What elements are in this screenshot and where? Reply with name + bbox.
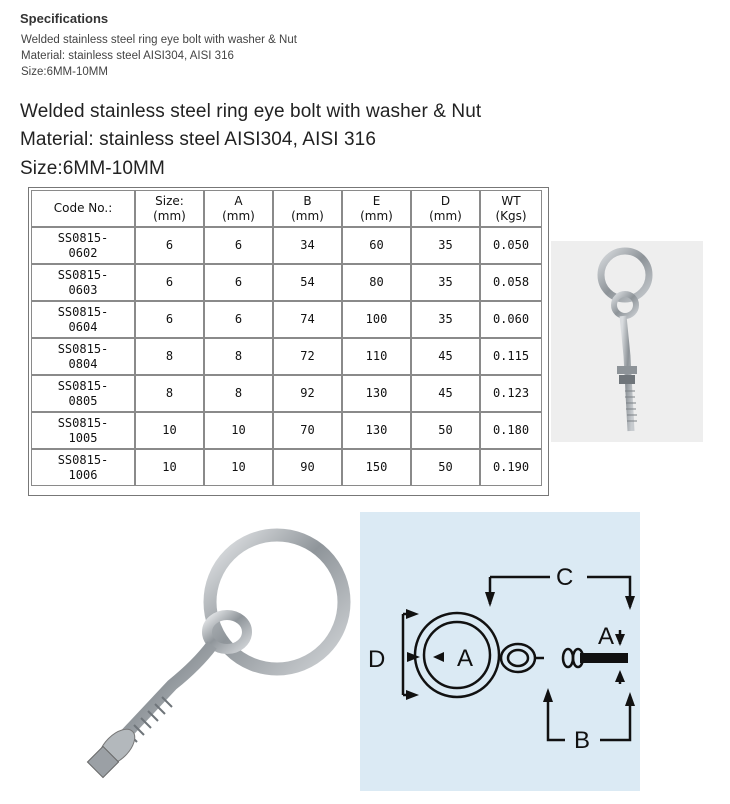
spec-line-material: Material: stainless steel AISI304, AISI 316 — [21, 50, 234, 62]
cell-a: 10 — [204, 412, 273, 449]
table-header-row — [31, 190, 542, 227]
cell-a: 6 — [204, 301, 273, 338]
spec-line-size: Size:6MM-10MM — [21, 66, 108, 78]
cell-d: 35 — [411, 264, 480, 301]
cell-b: 54 — [273, 264, 342, 301]
eye-bolt-render-icon — [22, 515, 367, 798]
cell-size: 10 — [135, 449, 204, 486]
cell-code: SS0815- 1006 — [31, 449, 135, 486]
cell-b: 34 — [273, 227, 342, 264]
description-size: Size:6MM-10MM — [20, 158, 165, 179]
diagram-label-d: D — [368, 646, 386, 673]
cell-wt: 0.050 — [480, 227, 542, 264]
diagram-label-b: B — [574, 727, 591, 754]
cell-b: 72 — [273, 338, 342, 375]
table-row — [31, 338, 542, 375]
cell-d: 45 — [411, 338, 480, 375]
cell-d: 50 — [411, 412, 480, 449]
cell-e: 130 — [342, 412, 411, 449]
table-row — [31, 412, 542, 449]
cell-wt: 0.180 — [480, 412, 542, 449]
cell-d: 35 — [411, 227, 480, 264]
cell-e: 100 — [342, 301, 411, 338]
spec-table — [31, 190, 542, 486]
header-code: Code No.: — [31, 190, 135, 227]
product-photo-large — [22, 515, 367, 798]
table-row — [31, 375, 542, 412]
dimension-diagram — [360, 512, 640, 791]
product-photo-small — [551, 241, 703, 442]
cell-a: 6 — [204, 227, 273, 264]
header-e: E (mm) — [342, 190, 411, 227]
spec-table-frame — [28, 187, 549, 496]
diagram-label-a-shank: A — [598, 623, 615, 650]
specifications-heading: Specifications — [20, 11, 109, 26]
table-row — [31, 264, 542, 301]
table-row — [31, 301, 542, 338]
header-d: D (mm) — [411, 190, 480, 227]
spec-line-product: Welded stainless steel ring eye bolt with washer & Nut — [21, 34, 297, 46]
cell-wt: 0.123 — [480, 375, 542, 412]
cell-b: 92 — [273, 375, 342, 412]
table-row — [31, 227, 542, 264]
description-material: Material: stainless steel AISI304, AISI 316 — [20, 129, 376, 150]
cell-e: 130 — [342, 375, 411, 412]
cell-wt: 0.058 — [480, 264, 542, 301]
diagram-label-c: C — [556, 564, 574, 591]
cell-e: 60 — [342, 227, 411, 264]
cell-a: 8 — [204, 338, 273, 375]
header-size: Size: (mm) — [135, 190, 204, 227]
cell-size: 6 — [135, 264, 204, 301]
header-b: B (mm) — [273, 190, 342, 227]
cell-size: 10 — [135, 412, 204, 449]
table-row — [31, 449, 542, 486]
cell-a: 6 — [204, 264, 273, 301]
cell-size: 8 — [135, 375, 204, 412]
header-a: A (mm) — [204, 190, 273, 227]
eye-bolt-diagram-icon — [360, 512, 640, 791]
cell-size: 6 — [135, 227, 204, 264]
cell-wt: 0.190 — [480, 449, 542, 486]
cell-code: SS0815- 1005 — [31, 412, 135, 449]
header-wt: WT (Kgs) — [480, 190, 542, 227]
cell-code: SS0815- 0805 — [31, 375, 135, 412]
cell-wt: 0.060 — [480, 301, 542, 338]
cell-wt: 0.115 — [480, 338, 542, 375]
cell-b: 70 — [273, 412, 342, 449]
cell-code: SS0815- 0804 — [31, 338, 135, 375]
cell-code: SS0815- 0604 — [31, 301, 135, 338]
cell-a: 10 — [204, 449, 273, 486]
diagram-label-a-ring: A — [457, 645, 474, 672]
cell-a: 8 — [204, 375, 273, 412]
cell-e: 80 — [342, 264, 411, 301]
cell-d: 35 — [411, 301, 480, 338]
cell-b: 74 — [273, 301, 342, 338]
cell-size: 8 — [135, 338, 204, 375]
cell-e: 110 — [342, 338, 411, 375]
cell-e: 150 — [342, 449, 411, 486]
description-product: Welded stainless steel ring eye bolt with washer & Nut — [20, 101, 482, 122]
eye-bolt-photo-icon — [551, 241, 703, 442]
cell-b: 90 — [273, 449, 342, 486]
cell-code: SS0815- 0603 — [31, 264, 135, 301]
cell-size: 6 — [135, 301, 204, 338]
cell-d: 45 — [411, 375, 480, 412]
cell-d: 50 — [411, 449, 480, 486]
cell-code: SS0815- 0602 — [31, 227, 135, 264]
